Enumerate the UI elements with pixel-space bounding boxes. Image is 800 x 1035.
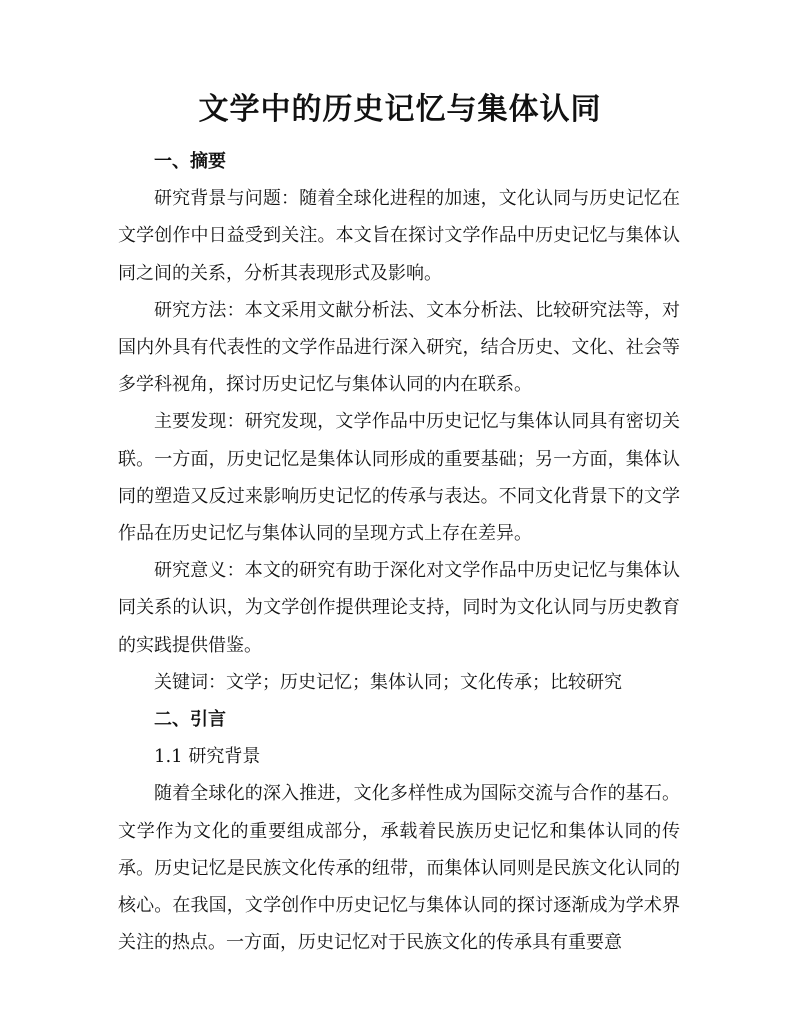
intro-subheading: 1.1 研究背景 xyxy=(154,746,261,768)
abstract-method-paragraph: 研究方法：本文采用文献分析法、文本分析法、比较研究法等，对国内外具有代表性的文学作品进行深入研究，结合历史、文化、社会等多学科视角，探讨历史记忆与集体认同的内在联系。 xyxy=(118,299,680,396)
abstract-findings-paragraph: 主要发现：研究发现，文学作品中历史记忆与集体认同具有密切关联。一方面，历史记忆是集体认同形成的重要基础；另一方面，集体认同的塑造又反过来影响历史记忆的传承与表达。不同文化背景下的文学作品在历史记忆与集体认同的呈现方式上存在差异。 xyxy=(118,411,680,545)
abstract-background-paragraph: 研究背景与问题：随着全球化进程的加速，文化认同与历史记忆在文学创作中日益受到关注。本文旨在探讨文学作品中历史记忆与集体认同之间的关系，分析其表现形式及影响。 xyxy=(118,188,680,284)
keywords-line: 关键词：文学；历史记忆；集体认同；文化传承；比较研究 xyxy=(154,671,622,693)
document-body xyxy=(118,143,680,961)
abstract-significance-paragraph: 研究意义：本文的研究有助于深化对文学作品中历史记忆与集体认同关系的认识，为文学创作提供理论支持，同时为文化认同与历史教育的实践提供借鉴。 xyxy=(118,560,680,656)
document-title: 文学中的历史记忆与集体认同 xyxy=(198,92,602,127)
intro-heading: 二、引言 xyxy=(154,709,226,731)
abstract-heading: 一、摘要 xyxy=(154,151,226,172)
intro-paragraph: 随着全球化的深入推进，文化多样性成为国际交流与合作的基石。文学作为文化的重要组成部分，承载着民族历史记忆和集体认同的传承。历史记忆是民族文化传承的纽带，而集体认同则是民族文化认同的核心。在我国，文学创作中历史记忆与集体认同的探讨逐渐成为学术界关注的热点。一方面，历史记忆对于民族文化的传承具有重要意 xyxy=(118,783,680,954)
